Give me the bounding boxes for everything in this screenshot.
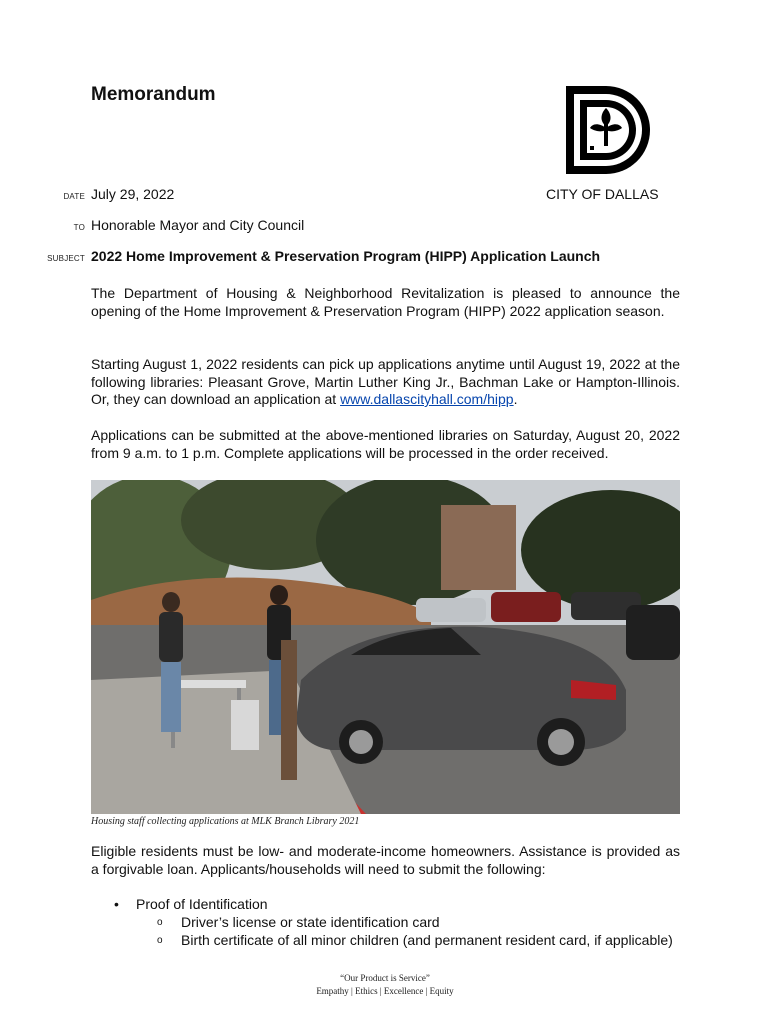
date-value: July 29, 2022: [91, 186, 175, 202]
paragraph-eligibility: Eligible residents must be low- and moderate-income homeowners. Assistance is provided as a forgivable loan. Applicants/households will need to submit the following:: [91, 843, 680, 877]
paragraph-submit: Applications can be submitted at the above-mentioned libraries on Saturday, August 20, 2022 from 9 a.m. to 1 p.m. Complete applications will be processed in the order received.: [91, 427, 680, 461]
paragraph-pickup-end: .: [513, 391, 518, 407]
paragraph-pickup: [91, 356, 680, 409]
subject-label: SUBJECT: [47, 254, 85, 263]
to-label: TO: [73, 223, 85, 232]
hipp-link[interactable]: www.dallascityhall.com/hipp: [340, 391, 514, 407]
memo-title: Memorandum: [91, 84, 216, 105]
sub-bullet-icon: o: [157, 935, 163, 946]
paragraph-intro: The Department of Housing & Neighborhood Revitalization is pleased to announce the opening of the Home Improvement & Preservation Program (HIPP) 2022 application season.: [91, 285, 680, 319]
subject-value: 2022 Home Improvement & Preservation Program (HIPP) Application Launch: [91, 248, 601, 264]
footer-values: Empathy | Ethics | Excellence | Equity: [316, 986, 454, 996]
photo-caption: Housing staff collecting applications at MLK Branch Library 2021: [91, 816, 360, 827]
date-label: DATE: [63, 192, 85, 201]
list-item-identification: Proof of Identification: [136, 896, 268, 912]
sub-bullet-icon: o: [157, 917, 163, 928]
event-photo: [91, 480, 680, 814]
city-of-dallas-label: CITY OF DALLAS: [546, 186, 659, 202]
list-subitem-birth-certificate: Birth certificate of all minor children (and permanent resident card, if applicable): [181, 932, 673, 948]
list-subitem-license: Driver’s license or state identification card: [181, 914, 440, 930]
paragraph-pickup-text: Starting August 1, 2022 residents can pick up applications anytime until August 19, 2022 at the following libraries: Pleasant Grove, Martin Luther King Jr., Bachman Lake or Hampton-Illinois. Or, they can download an application at: [91, 356, 680, 407]
city-of-dallas-logo-icon: [562, 82, 654, 178]
bullet-icon: •: [114, 896, 119, 912]
footer-motto: “Our Product is Service”: [340, 973, 430, 983]
to-value: Honorable Mayor and City Council: [91, 217, 305, 233]
